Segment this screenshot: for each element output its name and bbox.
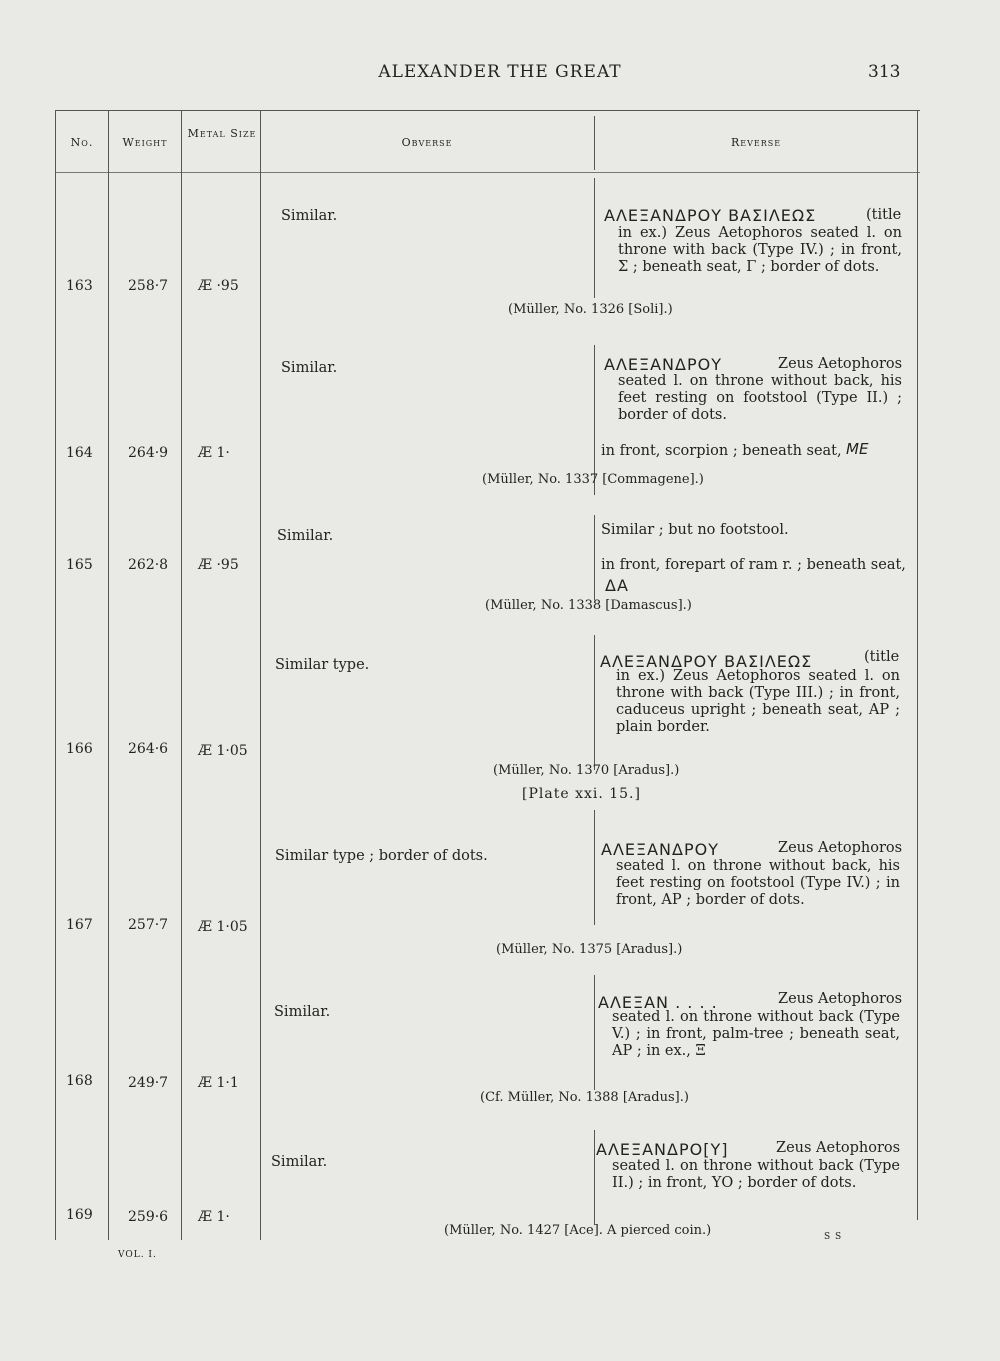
- reverse-text: in front, forepart of ram r. ; beneath seat,: [601, 557, 906, 573]
- coin-number: 168: [66, 1073, 93, 1089]
- reverse-legend: ΑΛΕΞΑΝΔΡΟΥ: [601, 840, 719, 859]
- column-rule: [260, 110, 261, 1240]
- metal-size: Æ ·95: [198, 278, 239, 294]
- coin-number: 166: [66, 741, 93, 757]
- obverse-text: Similar type ; border of dots.: [275, 848, 488, 864]
- monogram: ΜΕ: [846, 440, 869, 458]
- header-no: No.: [70, 136, 94, 149]
- reverse-rule: [594, 635, 595, 770]
- page-number: 313: [868, 62, 901, 82]
- header-bottom-rule: [55, 172, 920, 173]
- obverse-text: Similar.: [281, 208, 338, 224]
- reverse-legend: ΑΛΕΞΑΝ . . . .: [598, 993, 718, 1012]
- column-rule: [55, 110, 56, 1240]
- coin-weight: 259·6: [128, 1209, 169, 1225]
- reverse-text: Zeus Aetophoros: [778, 991, 903, 1007]
- coin-weight: 249·7: [128, 1075, 169, 1091]
- coin-weight: 264·6: [128, 741, 169, 757]
- reverse-legend: ΑΛΕΞΑΝΔΡΟΥ ΒΑΣΙΛΕΩΣ: [600, 652, 813, 671]
- column-rule: [917, 110, 918, 1220]
- reference: (Müller, No. 1326 [Soli].): [508, 302, 673, 317]
- reverse-description: in ex.) Zeus Aetophoros seated l. on throne with back (Type III.) ; in front, caduceus upright ; beneath seat, ΑΡ ; plain border.: [616, 668, 900, 735]
- monogram: ΔΑ: [605, 576, 629, 595]
- reverse-description: seated l. on throne without back, his feet resting on footstool (Type II.) ; border of dots.: [618, 373, 902, 423]
- reverse-text: (title: [866, 207, 902, 223]
- reverse-description: seated l. on throne without back, his feet resting on footstool (Type IV.) ; in front, ΑΡ ; border of dots.: [616, 858, 900, 908]
- header-obverse: Obverse: [401, 136, 453, 149]
- reference: (Müller, No. 1370 [Aradus].): [493, 763, 680, 778]
- reverse-text: in front, scorpion ; beneath seat,: [601, 443, 842, 459]
- reference: (Müller, No. 1338 [Damascus].): [485, 598, 692, 613]
- table-top-rule: [55, 110, 920, 111]
- obverse-text: Similar.: [277, 528, 334, 544]
- reverse-text: Zeus Aetophoros: [778, 840, 903, 856]
- reverse-description: seated l. on throne without back (Type II.) ; in front, ΥΟ ; border of dots.: [612, 1158, 900, 1191]
- reverse-text: Zeus Aetophoros: [778, 356, 903, 372]
- coin-number: 165: [66, 557, 93, 573]
- reverse-rule: [594, 178, 595, 298]
- obverse-text: Similar.: [271, 1154, 328, 1170]
- reverse-description: in ex.) Zeus Aetophoros seated l. on throne with back (Type IV.) ; in front, Σ ; beneath seat, Γ ; border of dots.: [618, 225, 902, 275]
- header-metal-size: Metal Size: [187, 127, 257, 140]
- reverse-rule: [594, 515, 595, 600]
- header-weight: Weight: [122, 136, 168, 149]
- plate-reference: [Plate xxi. 15.]: [522, 786, 641, 802]
- reverse-rule: [594, 810, 595, 925]
- coin-weight: 262·8: [128, 557, 169, 573]
- reverse-description: seated l. on throne without back (Type V.) ; in front, palm-tree ; beneath seat, ΑΡ ; in ex., Ξ: [612, 1009, 900, 1059]
- header-reverse: Reverse: [730, 136, 782, 149]
- reference: (Müller, No. 1337 [Commagene].): [482, 472, 704, 487]
- reverse-text: (title: [864, 649, 900, 665]
- reverse-rule: [594, 975, 595, 1090]
- column-rule: [594, 116, 595, 170]
- coin-number: 167: [66, 917, 93, 933]
- reverse-legend: ΑΛΕΞΑΝΔΡΟΥ: [604, 355, 722, 374]
- column-rule: [181, 110, 182, 1240]
- volume-mark: VOL. I.: [118, 1250, 157, 1260]
- reference: (Müller, No. 1427 [Ace]. A pierced coin.): [444, 1223, 712, 1238]
- reference: (Müller, No. 1375 [Aradus].): [496, 942, 683, 957]
- reference: (Cf. Müller, No. 1388 [Aradus].): [480, 1090, 689, 1105]
- coin-number: 163: [66, 278, 93, 294]
- coin-weight: 257·7: [128, 917, 169, 933]
- obverse-text: Similar type.: [275, 657, 370, 673]
- metal-size: Æ 1·: [198, 1209, 230, 1225]
- column-rule: [108, 110, 109, 1240]
- reverse-text: Similar ; but no footstool.: [601, 522, 789, 538]
- coin-number: 169: [66, 1207, 93, 1223]
- coin-weight: 264·9: [128, 445, 169, 461]
- metal-size: Æ 1·05: [198, 919, 248, 935]
- reverse-text: Zeus Aetophoros: [776, 1140, 901, 1156]
- reverse-legend: ΑΛΕΞΑΝΔΡΟ[Υ]: [596, 1140, 729, 1159]
- obverse-text: Similar.: [274, 1004, 331, 1020]
- metal-size: Æ 1·1: [198, 1075, 239, 1091]
- running-head: ALEXANDER THE GREAT: [378, 62, 622, 82]
- reverse-legend: ΑΛΕΞΑΝΔΡΟΥ ΒΑΣΙΛΕΩΣ: [604, 206, 817, 225]
- obverse-text: Similar.: [281, 360, 338, 376]
- reverse-rule: [594, 1130, 595, 1225]
- metal-size: Æ 1·05: [198, 743, 248, 759]
- signature-mark: S S: [824, 1232, 843, 1242]
- metal-size: Æ 1·: [198, 445, 230, 461]
- metal-size: Æ ·95: [198, 557, 239, 573]
- coin-number: 164: [66, 445, 93, 461]
- coin-weight: 258·7: [128, 278, 169, 294]
